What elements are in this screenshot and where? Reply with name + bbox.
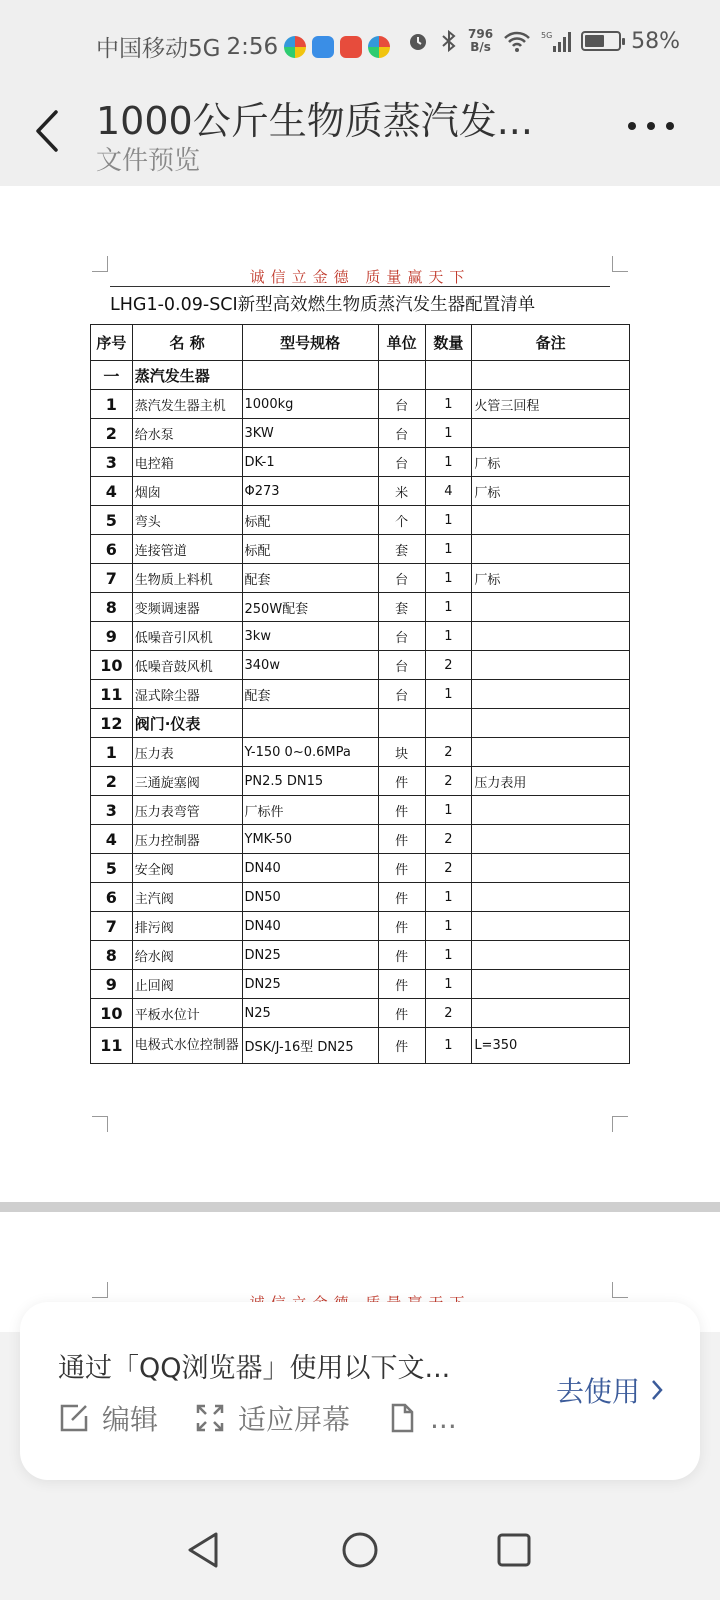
item-qty: 1: [425, 622, 472, 651]
item-unit: 台: [378, 564, 425, 593]
table-row: [91, 506, 630, 535]
item-qty: 2: [425, 767, 472, 796]
item-spec: 3kw: [242, 622, 378, 651]
item-name: 湿式除尘器: [132, 680, 242, 709]
item-note: L=350: [472, 1028, 630, 1064]
file-icon: [386, 1402, 418, 1434]
item-spec: 3KW: [242, 419, 378, 448]
more-dot-icon: [628, 122, 636, 130]
item-note: [472, 506, 630, 535]
carrier-label: 中国移动5G: [96, 36, 221, 62]
fit-screen-label: 适应屏幕: [238, 1403, 351, 1436]
row-index: 1: [91, 738, 133, 767]
item-unit: [378, 361, 425, 390]
item-unit: 台: [378, 390, 425, 419]
fit-screen-icon: [194, 1402, 226, 1434]
item-note: [472, 825, 630, 854]
item-unit: 件: [378, 999, 425, 1028]
item-spec: DN40: [242, 854, 378, 883]
item-unit: 台: [378, 622, 425, 651]
edit-button[interactable]: [58, 1398, 158, 1438]
item-name: 给水阀: [132, 941, 242, 970]
row-index: 7: [91, 564, 133, 593]
item-note: [472, 883, 630, 912]
row-index: 4: [91, 477, 133, 506]
more-file-options-button[interactable]: [386, 1402, 457, 1435]
browser-app-icon: [368, 36, 390, 58]
table-column-header: 备注: [472, 325, 630, 361]
row-index: 8: [91, 593, 133, 622]
row-index: 12: [91, 709, 133, 738]
item-qty: 1: [425, 941, 472, 970]
row-index: 10: [91, 999, 133, 1028]
card-actions: [58, 1398, 457, 1438]
item-name: 排污阀: [132, 912, 242, 941]
item-note: [472, 593, 630, 622]
item-name: 电极式水位控制器: [132, 1028, 242, 1064]
page-corner-mark: [612, 1282, 628, 1298]
table-row: [91, 738, 630, 767]
item-name: 阀门·仪表: [132, 709, 242, 738]
item-spec: 250W配套: [242, 593, 378, 622]
item-qty: [425, 709, 472, 738]
more-options-button[interactable]: [628, 122, 674, 134]
item-name: 压力表: [132, 738, 242, 767]
page-corner-mark: [92, 1282, 108, 1298]
table-row: [91, 651, 630, 680]
item-name: 蒸汽发生器主机: [132, 390, 242, 419]
item-unit: 件: [378, 941, 425, 970]
item-note: 厂标: [472, 477, 630, 506]
system-nav-bar: [0, 1500, 720, 1600]
item-spec: [242, 361, 378, 390]
page-title: 1000公斤生物质蒸汽发...: [96, 99, 533, 143]
item-unit: 件: [378, 883, 425, 912]
item-spec: 标配: [242, 506, 378, 535]
table-row: [91, 941, 630, 970]
row-index: 2: [91, 419, 133, 448]
item-unit: 件: [378, 970, 425, 999]
table-row: [91, 883, 630, 912]
item-unit: [378, 709, 425, 738]
table-column-header: 单位: [378, 325, 425, 361]
item-spec: N25: [242, 999, 378, 1028]
item-note: [472, 622, 630, 651]
table-row: [91, 593, 630, 622]
item-note: [472, 361, 630, 390]
item-qty: [425, 361, 472, 390]
item-note: [472, 535, 630, 564]
item-unit: 个: [378, 506, 425, 535]
fit-screen-button[interactable]: [194, 1398, 350, 1438]
table-header-row: [91, 325, 630, 361]
page-corner-mark: [612, 1116, 628, 1132]
item-name: 变频调速器: [132, 593, 242, 622]
item-qty: 4: [425, 477, 472, 506]
item-name: 压力控制器: [132, 825, 242, 854]
item-spec: DSK/J-16型 DN25: [242, 1028, 378, 1064]
red-app-icon: [340, 36, 362, 58]
item-note: [472, 941, 630, 970]
item-name: 三通旋塞阀: [132, 767, 242, 796]
item-spec: DN50: [242, 883, 378, 912]
table-column-header: 序号: [91, 325, 133, 361]
wifi-icon: [503, 30, 531, 52]
status-right: [406, 28, 680, 54]
go-use-button[interactable]: [556, 1370, 664, 1410]
square-recents-icon: [494, 1530, 534, 1570]
item-unit: 件: [378, 912, 425, 941]
config-table: [90, 324, 630, 1064]
nav-back-button[interactable]: [184, 1530, 224, 1570]
table-row: [91, 419, 630, 448]
table-column-header: 型号规格: [242, 325, 378, 361]
item-spec: DK-1: [242, 448, 378, 477]
item-name: 平板水位计: [132, 999, 242, 1028]
item-spec: 厂标件: [242, 796, 378, 825]
item-note: [472, 709, 630, 738]
alarm-icon: [406, 29, 430, 53]
row-index: 11: [91, 1028, 133, 1064]
item-qty: 1: [425, 1028, 472, 1064]
item-qty: 1: [425, 912, 472, 941]
row-index: 8: [91, 941, 133, 970]
item-name: 主汽阀: [132, 883, 242, 912]
item-spec: DN25: [242, 941, 378, 970]
status-bar: [0, 0, 720, 88]
item-qty: 2: [425, 825, 472, 854]
item-name: 电控箱: [132, 448, 242, 477]
item-spec: DN25: [242, 970, 378, 999]
item-spec: Y-150 0~0.6MPa: [242, 738, 378, 767]
item-note: [472, 854, 630, 883]
circle-home-icon: [340, 1530, 380, 1570]
item-qty: 1: [425, 883, 472, 912]
row-index: 6: [91, 535, 133, 564]
row-index: 2: [91, 767, 133, 796]
table-row: [91, 796, 630, 825]
page-corner-mark: [612, 256, 628, 272]
item-qty: 1: [425, 680, 472, 709]
table-column-header: 数量: [425, 325, 472, 361]
doc-slogan: 诚信立金德 质量赢天下: [249, 268, 471, 286]
row-index: 5: [91, 854, 133, 883]
item-spec: 1000kg: [242, 390, 378, 419]
item-unit: 块: [378, 738, 425, 767]
row-index: 7: [91, 912, 133, 941]
signal-icon: [541, 30, 571, 52]
item-note: [472, 912, 630, 941]
triangle-back-icon: [184, 1530, 224, 1570]
row-index: 9: [91, 970, 133, 999]
battery-text: 58%: [631, 28, 680, 54]
item-unit: 件: [378, 1028, 425, 1064]
table-section-row: [91, 709, 630, 738]
item-qty: 1: [425, 796, 472, 825]
page-separator: [0, 1202, 720, 1212]
item-name: 低噪音引风机: [132, 622, 242, 651]
table-row: [91, 564, 630, 593]
item-spec: PN2.5 DN15: [242, 767, 378, 796]
nav-recents-button[interactable]: [494, 1530, 534, 1570]
item-unit: 台: [378, 448, 425, 477]
item-unit: 套: [378, 593, 425, 622]
item-note: 厂标: [472, 448, 630, 477]
row-index: 6: [91, 883, 133, 912]
net-speed: [468, 28, 493, 54]
clock: 2:56: [226, 33, 279, 60]
item-spec: Φ273: [242, 477, 378, 506]
table-row: [91, 390, 630, 419]
item-note: [472, 796, 630, 825]
row-index: 10: [91, 651, 133, 680]
item-note: [472, 651, 630, 680]
item-unit: 件: [378, 767, 425, 796]
item-qty: 1: [425, 535, 472, 564]
item-spec: [242, 709, 378, 738]
item-unit: 台: [378, 651, 425, 680]
item-unit: 台: [378, 680, 425, 709]
net-speed-value: 796: [468, 27, 494, 41]
doc-title: LHG1-0.09-SCI新型高效燃生物质蒸汽发生器配置清单: [110, 295, 536, 315]
row-index: 4: [91, 825, 133, 854]
page-corner-mark: [92, 256, 108, 272]
divider: [110, 286, 610, 287]
table-row: [91, 854, 630, 883]
item-name: 蒸汽发生器: [132, 361, 242, 390]
item-qty: 2: [425, 999, 472, 1028]
item-qty: 2: [425, 738, 472, 767]
app-notification-icon: [284, 36, 306, 58]
item-note: 厂标: [472, 564, 630, 593]
item-qty: 1: [425, 564, 472, 593]
edit-label: 编辑: [102, 1403, 159, 1436]
item-name: 压力表弯管: [132, 796, 242, 825]
row-index: 11: [91, 680, 133, 709]
item-note: [472, 680, 630, 709]
chevron-right-icon: [650, 1378, 664, 1402]
item-unit: 件: [378, 796, 425, 825]
item-spec: 标配: [242, 535, 378, 564]
row-index: 3: [91, 796, 133, 825]
item-spec: 配套: [242, 564, 378, 593]
nav-home-button[interactable]: [340, 1530, 380, 1570]
item-unit: 台: [378, 419, 425, 448]
table-row: [91, 970, 630, 999]
item-name: 连接管道: [132, 535, 242, 564]
more-dot-icon: [666, 122, 674, 130]
page-subtitle: 文件预览: [96, 146, 201, 176]
go-use-label: 去使用: [555, 1375, 640, 1408]
row-index: 9: [91, 622, 133, 651]
item-name: 弯头: [132, 506, 242, 535]
row-index: 5: [91, 506, 133, 535]
item-name: 止回阀: [132, 970, 242, 999]
cloud-app-icon: [312, 36, 334, 58]
item-spec: YMK-50: [242, 825, 378, 854]
table-row: [91, 477, 630, 506]
table-row: [91, 999, 630, 1028]
net-speed-unit: B/s: [470, 40, 491, 54]
app-header: [0, 88, 720, 186]
item-note: [472, 999, 630, 1028]
item-spec: 配套: [242, 680, 378, 709]
status-left: [96, 30, 390, 63]
open-with-message: 通过「QQ浏览器」使用以下文...: [58, 1353, 451, 1384]
edit-icon: [58, 1402, 90, 1434]
item-unit: 套: [378, 535, 425, 564]
open-with-card: [20, 1302, 700, 1480]
table-row: [91, 1028, 630, 1064]
bluetooth-icon: [440, 29, 458, 53]
item-unit: 件: [378, 854, 425, 883]
table-row: [91, 448, 630, 477]
item-name: 安全阀: [132, 854, 242, 883]
item-spec: 340w: [242, 651, 378, 680]
table-row: [91, 622, 630, 651]
item-name: 生物质上料机: [132, 564, 242, 593]
item-qty: 1: [425, 970, 472, 999]
chevron-left-icon: [28, 106, 72, 156]
item-qty: 1: [425, 448, 472, 477]
table-section-row: [91, 361, 630, 390]
page-corner-mark: [92, 1116, 108, 1132]
document-page[interactable]: [0, 186, 720, 1202]
table-body: [91, 361, 630, 1064]
item-name: 给水泵: [132, 419, 242, 448]
row-index: 1: [91, 390, 133, 419]
item-note: [472, 738, 630, 767]
table-column-header: 名 称: [132, 325, 242, 361]
table-row: [91, 767, 630, 796]
item-name: 烟囱: [132, 477, 242, 506]
item-qty: 2: [425, 651, 472, 680]
item-qty: 1: [425, 419, 472, 448]
item-note: 火管三回程: [472, 390, 630, 419]
item-qty: 1: [425, 506, 472, 535]
table-row: [91, 825, 630, 854]
svg-text:5G: 5G: [541, 31, 553, 40]
row-index: 一: [91, 361, 133, 390]
battery-icon: [581, 31, 621, 51]
more-label: ...: [430, 1401, 457, 1435]
table-row: [91, 680, 630, 709]
item-name: 低噪音鼓风机: [132, 651, 242, 680]
item-note: [472, 419, 630, 448]
item-unit: 件: [378, 825, 425, 854]
item-qty: 1: [425, 390, 472, 419]
item-spec: DN40: [242, 912, 378, 941]
row-index: 3: [91, 448, 133, 477]
table-row: [91, 912, 630, 941]
battery-fill: [585, 35, 604, 47]
item-unit: 米: [378, 477, 425, 506]
item-note: 压力表用: [472, 767, 630, 796]
item-qty: 2: [425, 854, 472, 883]
item-note: [472, 970, 630, 999]
table-row: [91, 535, 630, 564]
item-qty: 1: [425, 593, 472, 622]
more-dot-icon: [647, 122, 655, 130]
back-button[interactable]: [28, 106, 72, 156]
